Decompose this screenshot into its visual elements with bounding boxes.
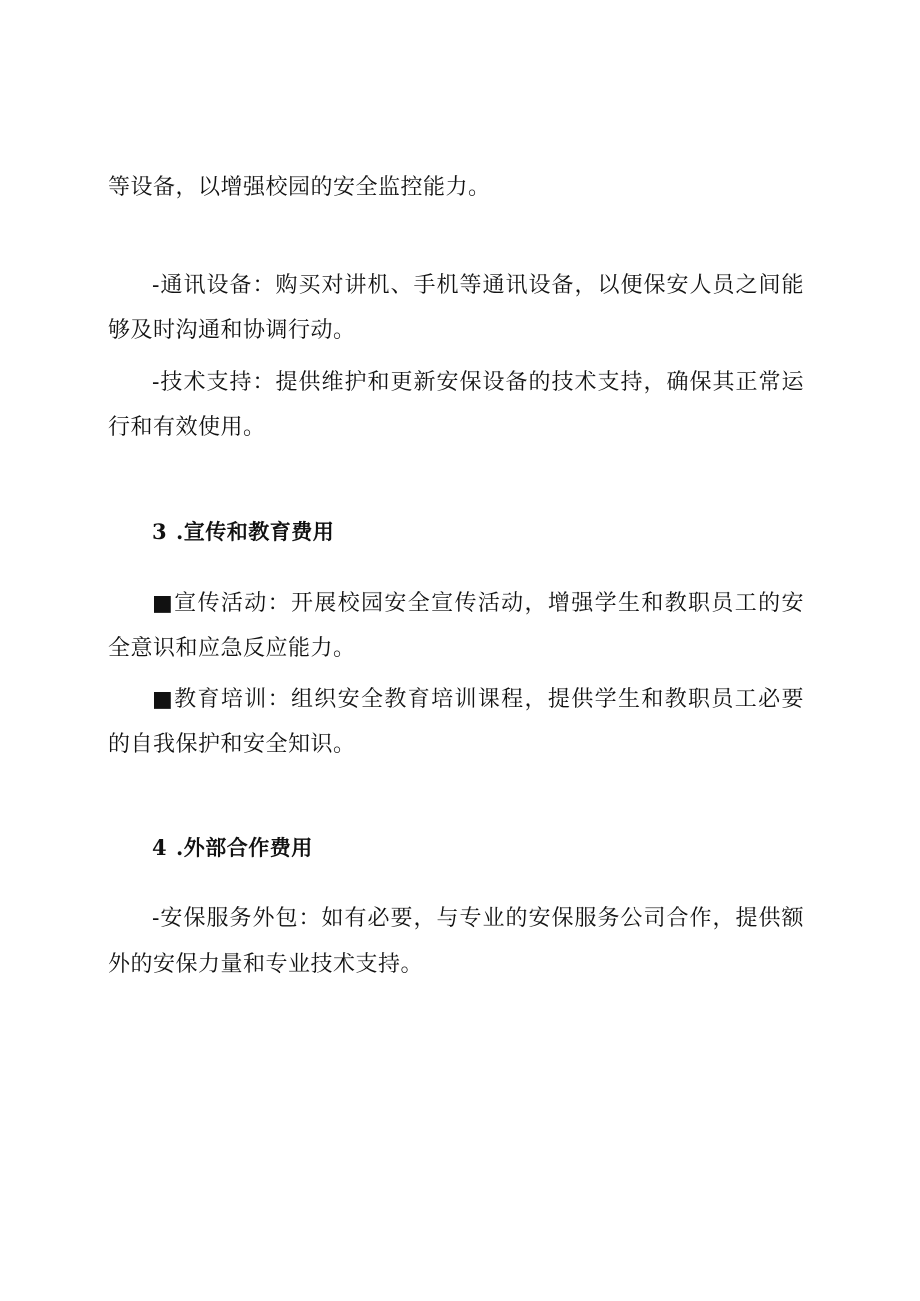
paragraph-line: 的自我保护和安全知识。 [108, 732, 356, 757]
section-number: 4 [152, 835, 168, 860]
paragraph-line: 外的安保力量和专业技术支持。 [108, 952, 424, 977]
paragraph-line: 行和有效使用。 [108, 415, 266, 440]
section-title: .宣传和教育费用 [176, 519, 335, 544]
paragraph-line: ■宣传活动：开展校园安全宣传活动，增强学生和教职员工的安 [152, 591, 804, 616]
section-heading [152, 516, 334, 548]
section-number: 3 [152, 519, 168, 544]
paragraph-line: -技术支持：提供维护和更新安保设备的技术支持，确保其正常运 [152, 370, 804, 395]
paragraph-line: 够及时沟通和协调行动。 [108, 318, 356, 343]
paragraph-line: -安保服务外包：如有必要，与专业的安保服务公司合作，提供额 [152, 906, 804, 931]
section-title: .外部合作费用 [176, 835, 313, 860]
paragraph-line: ■教育培训：组织安全教育培训课程，提供学生和教职员工必要 [152, 687, 804, 712]
paragraph-line: -通讯设备：购买对讲机、手机等通讯设备，以便保安人员之间能 [152, 273, 804, 298]
section-heading [152, 832, 313, 864]
paragraph-line: 全意识和应急反应能力。 [108, 636, 356, 661]
paragraph-line: 等设备，以增强校园的安全监控能力。 [108, 175, 491, 200]
